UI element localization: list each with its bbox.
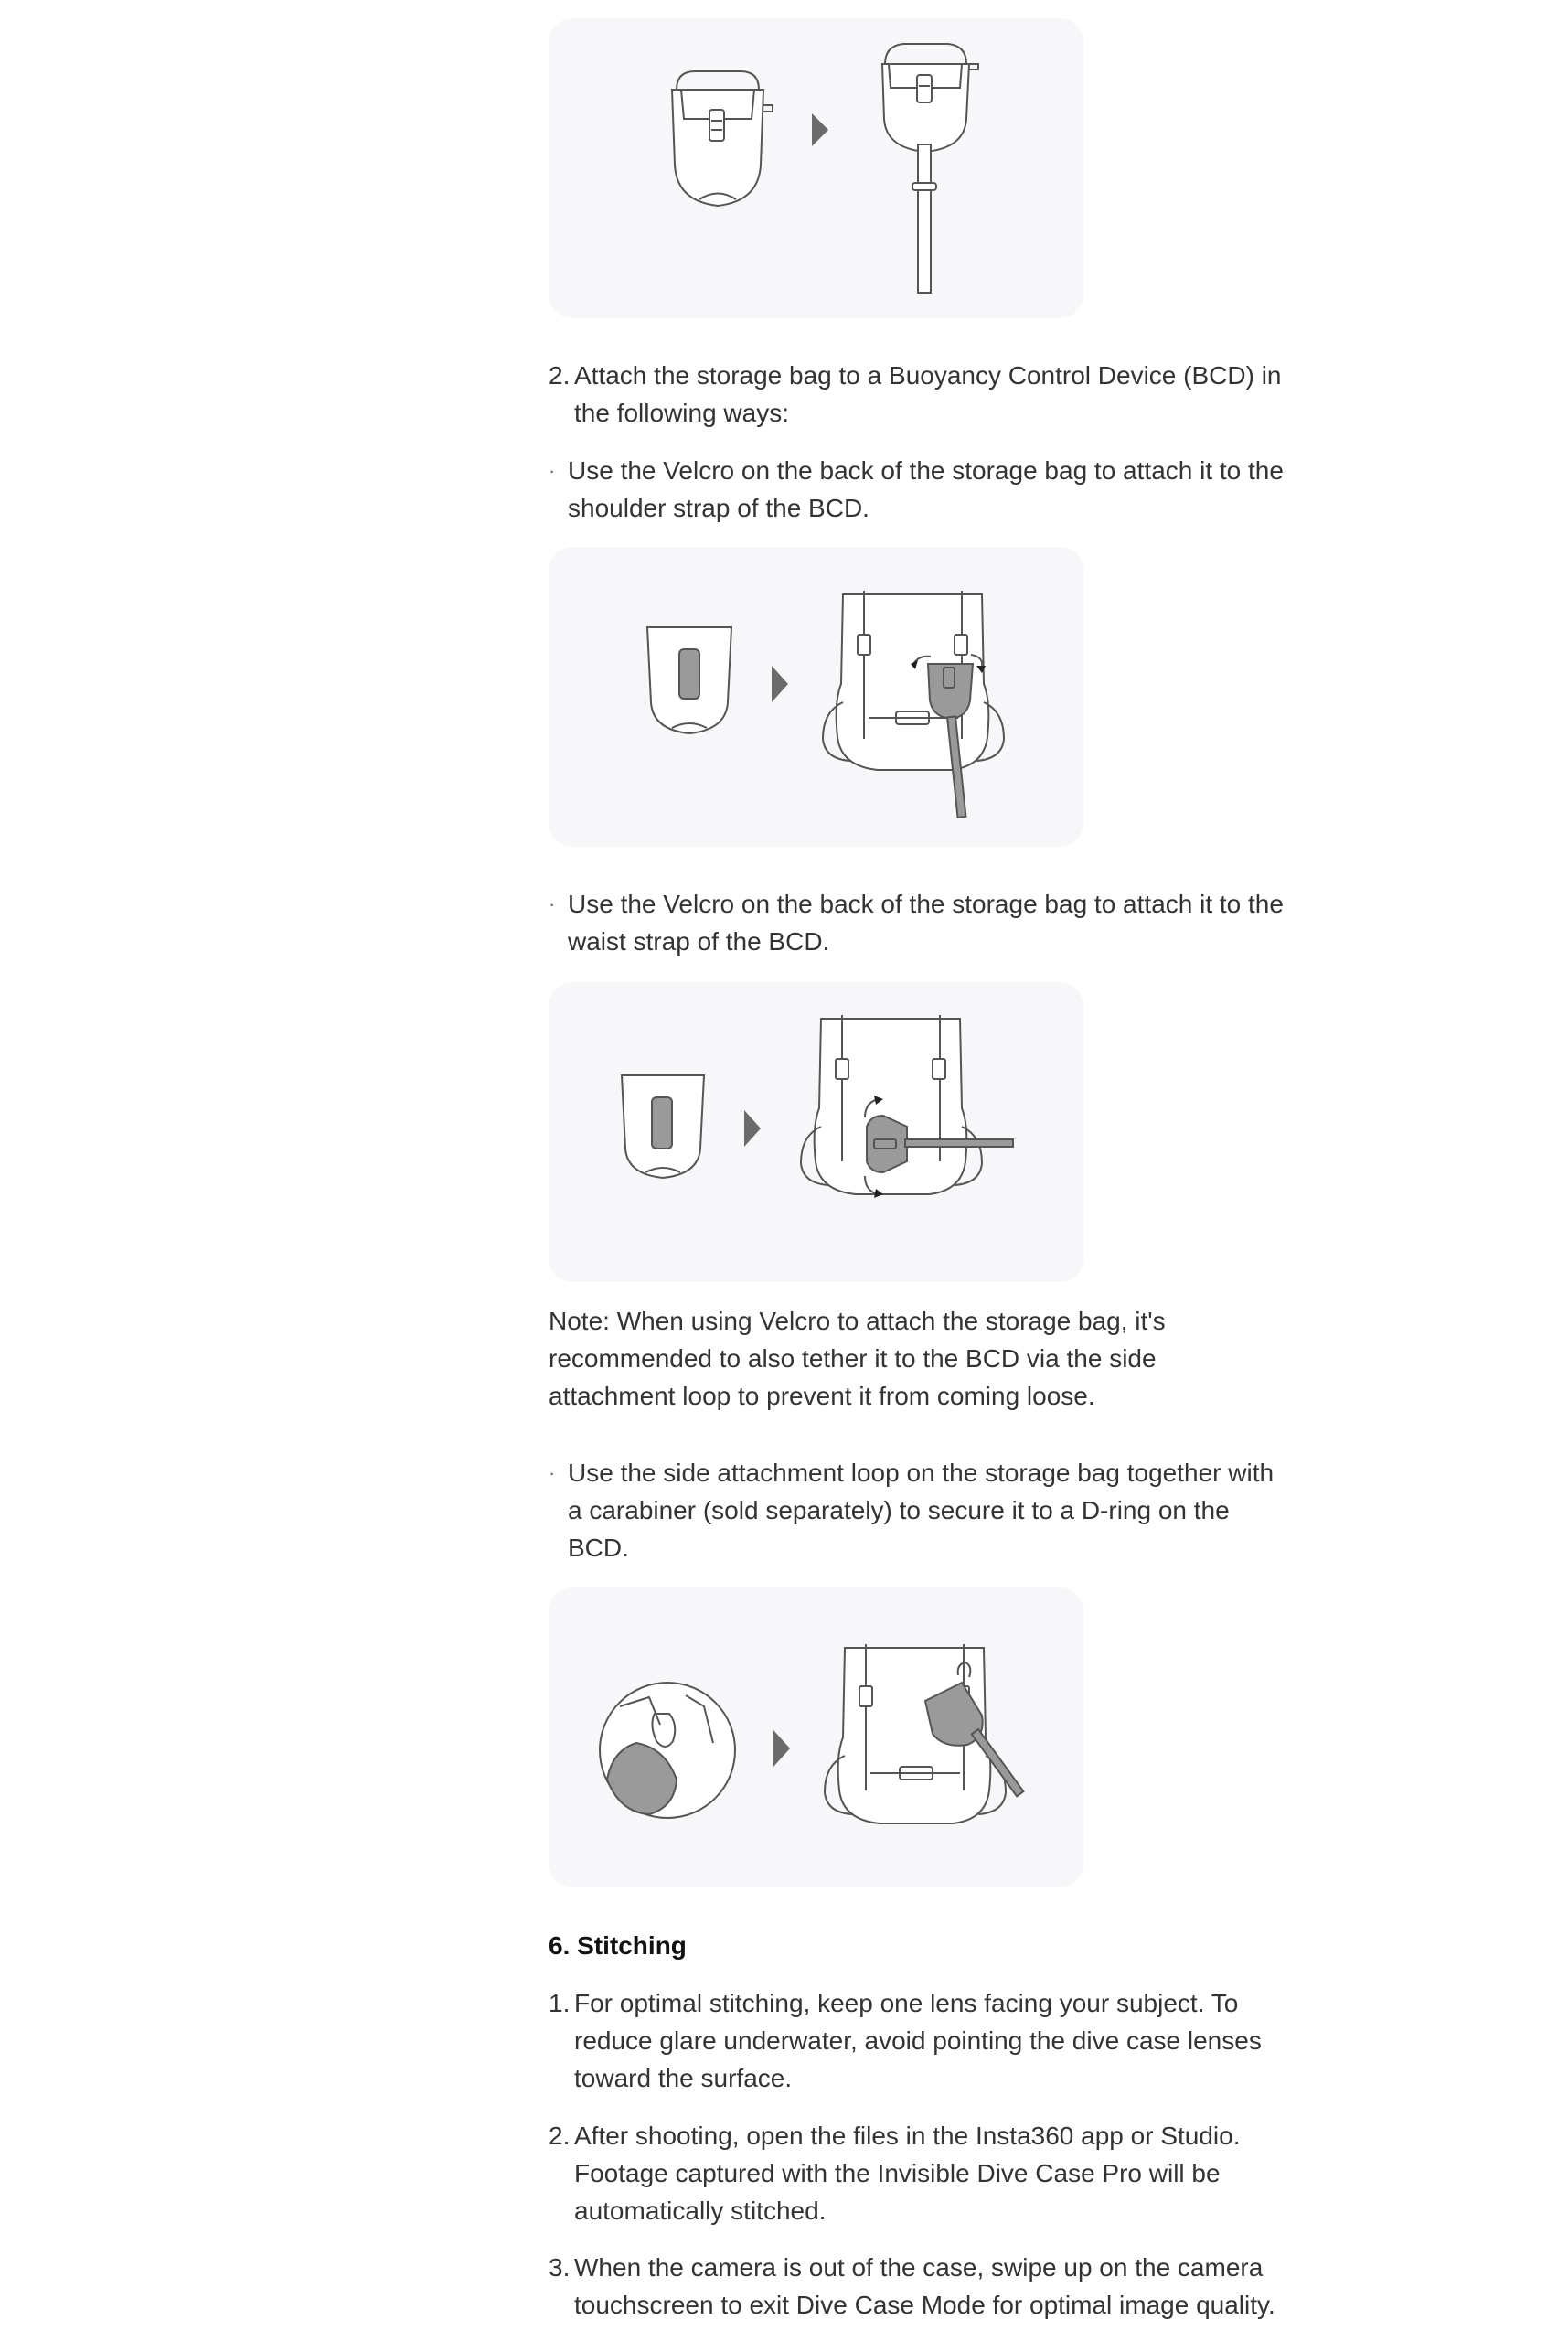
stitching-item-text: When the camera is out of the case, swipe up on the camera touchscreen to exit Dive Case Mode for optimal image quality. xyxy=(574,2253,1275,2319)
stitching-item-number: 2. xyxy=(549,2122,571,2150)
stitching-item-2 xyxy=(549,2117,1271,2229)
section-6-heading: 6. Stitching xyxy=(549,1931,687,1960)
stitching-item-number: 1. xyxy=(549,1989,571,2017)
stitching-item-3 xyxy=(549,2249,1289,2324)
step-2-number: 2. xyxy=(549,361,571,390)
note-velcro: Note: When using Velcro to attach the storage bag, it's recommended to also tether it to the BCD via the side attachment loop to prevent it from coming loose. xyxy=(549,1307,1166,1410)
bullet-carabiner xyxy=(549,1454,1289,1566)
stitching-item-number: 3. xyxy=(549,2253,571,2282)
stitching-item-1 xyxy=(549,1984,1289,2097)
bullet-dot: · xyxy=(549,1461,556,1484)
waist-strap-illustration xyxy=(549,982,1083,1282)
bullet-dot: · xyxy=(549,459,556,482)
bag-with-strap-illustration xyxy=(549,18,1083,318)
bullet-carabiner-text: Use the side attachment loop on the storage bag together with a carabiner (sold separately) to secure it to a D-ring on the BCD. xyxy=(568,1459,1275,1562)
bullet-shoulder-strap-text: Use the Velcro on the back of the storage bag to attach it to the shoulder strap of the BCD. xyxy=(568,456,1284,522)
carabiner-d-ring-illustration xyxy=(549,1587,1083,1887)
step-2 xyxy=(549,357,1289,432)
stitching-item-text: For optimal stitching, keep one lens facing your subject. To reduce glare underwater, avoid pointing the dive case lenses toward the surface. xyxy=(574,1989,1262,2092)
shoulder-strap-illustration xyxy=(549,547,1083,847)
bullet-shoulder-strap xyxy=(549,452,1289,527)
bullet-waist-strap-text: Use the Velcro on the back of the storage bag to attach it to the waist strap of the BCD. xyxy=(568,890,1284,956)
bullet-waist-strap xyxy=(549,885,1289,960)
stitching-item-text: After shooting, open the files in the Insta360 app or Studio. Footage captured with the Invisible Dive Case Pro will be automatically stitched. xyxy=(574,2122,1241,2225)
bullet-dot: · xyxy=(549,893,556,915)
step-2-text: Attach the storage bag to a Buoyancy Control Device (BCD) in the following ways: xyxy=(574,361,1282,427)
